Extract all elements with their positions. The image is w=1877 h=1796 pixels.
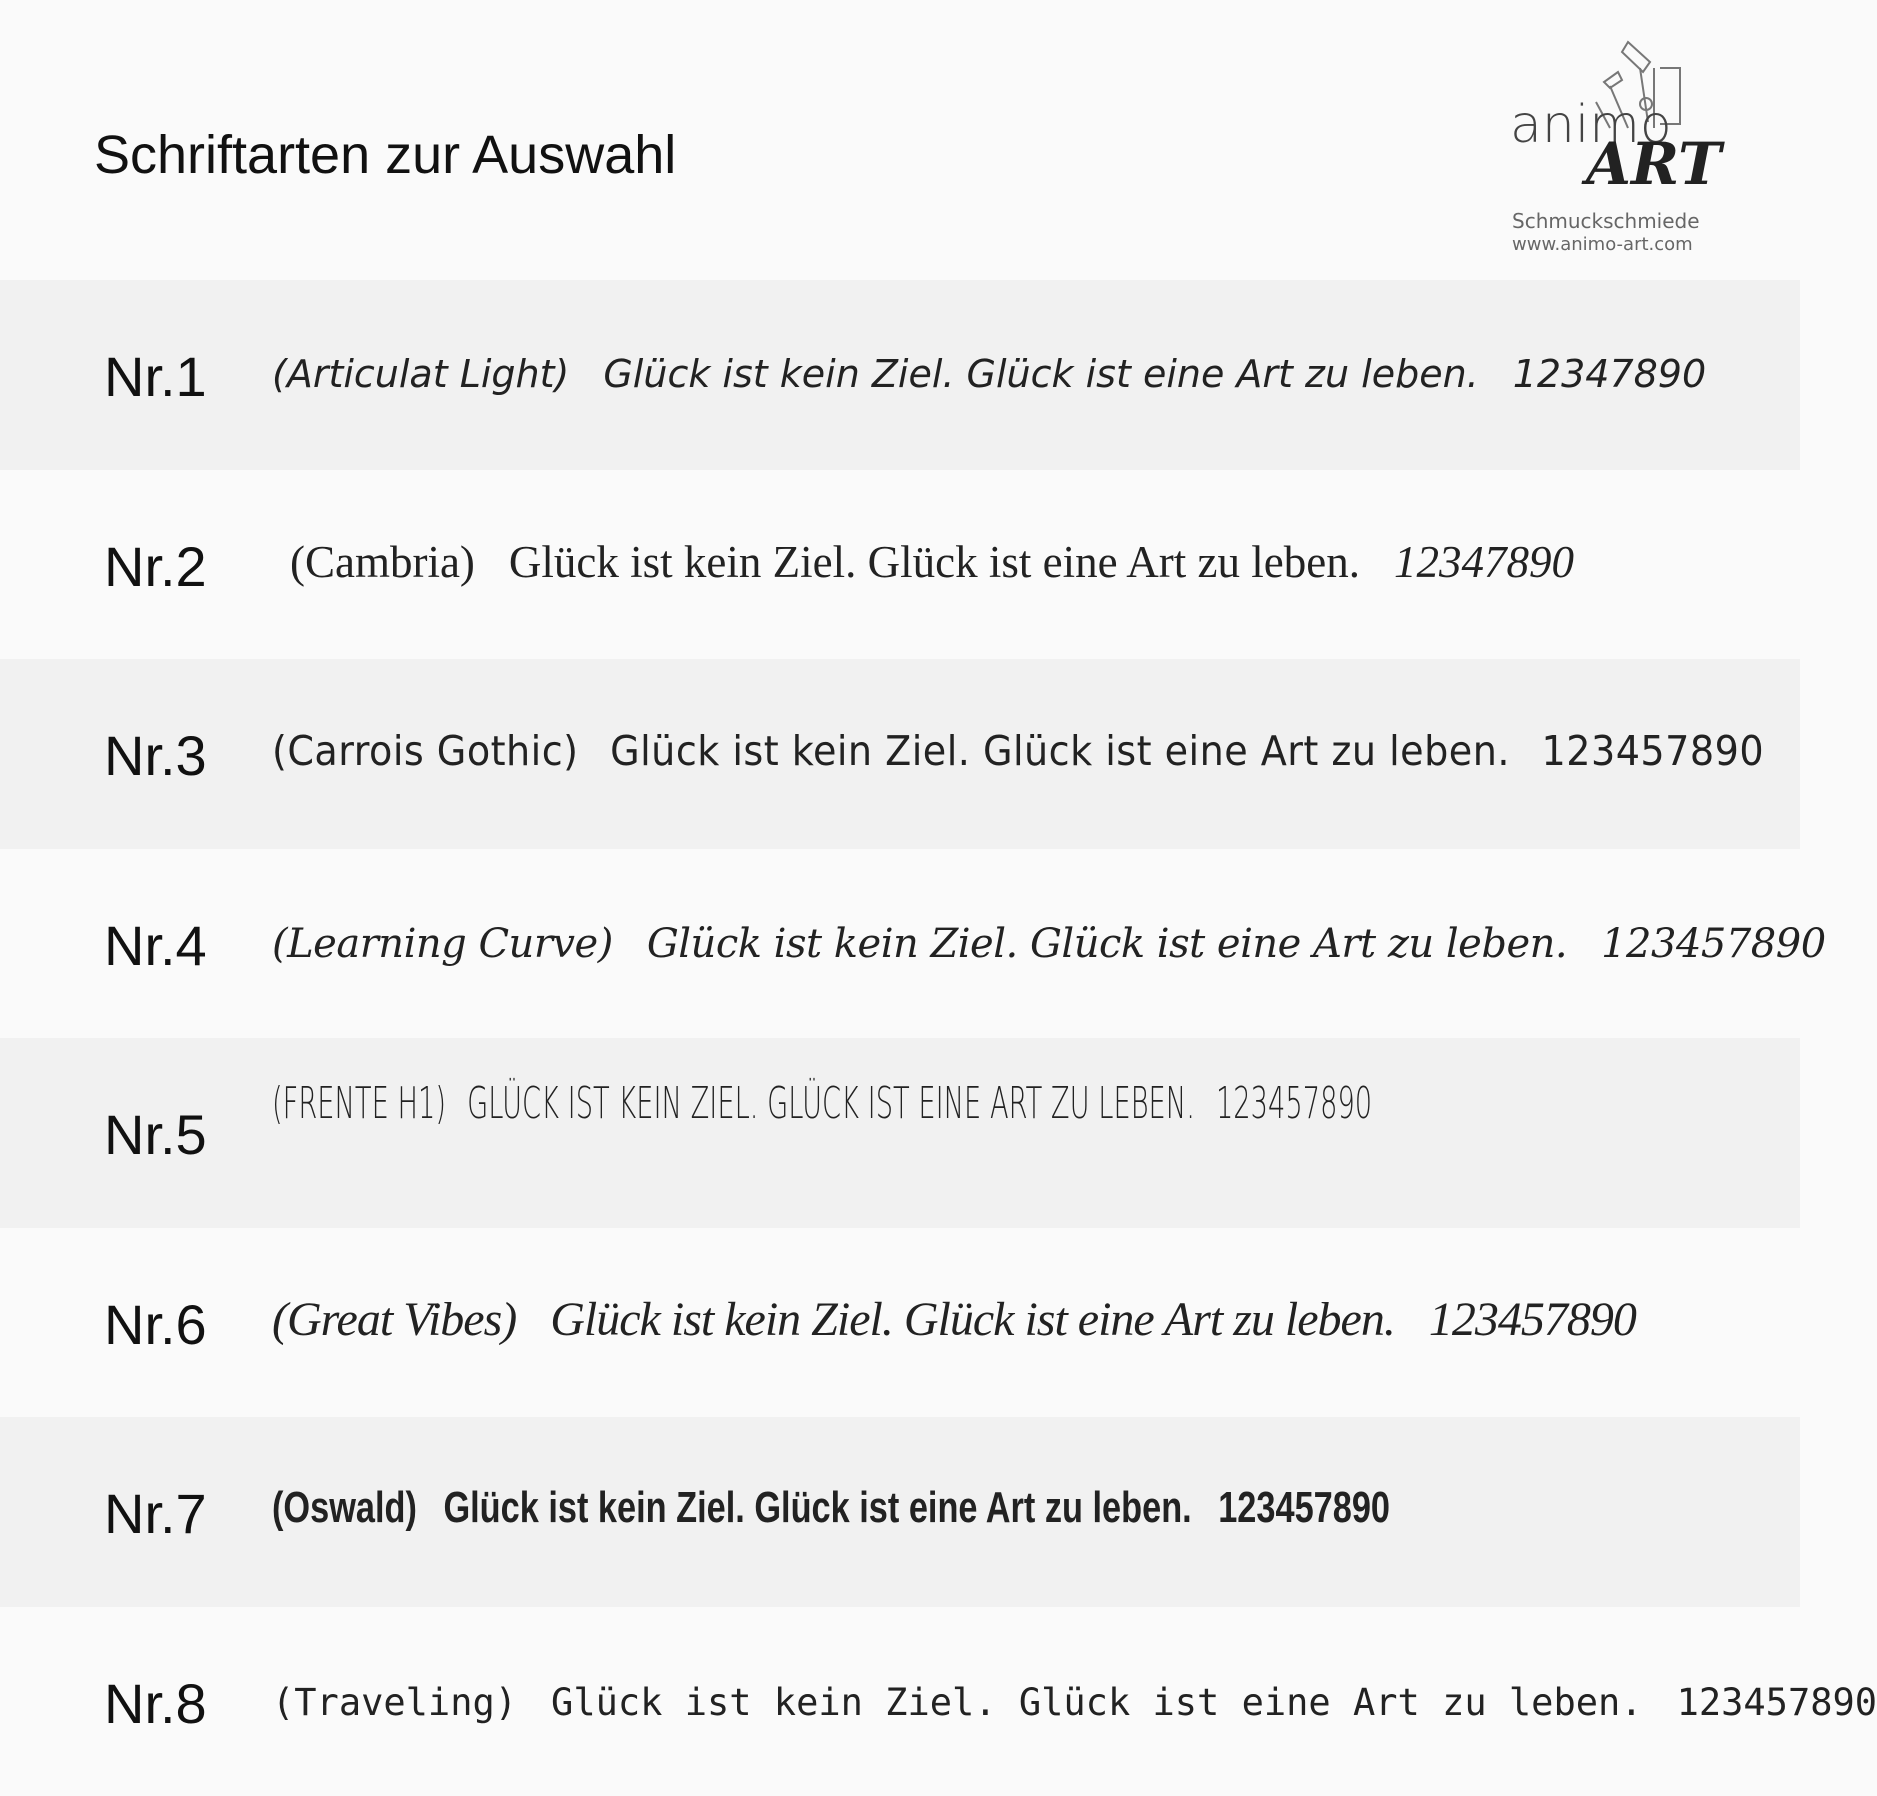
font-sample-text: Glück ist kein Ziel. Glück ist eine Art zu leben. bbox=[508, 536, 1360, 587]
font-digits: 12347890 bbox=[1512, 352, 1707, 396]
logo-tagline: Schmuckschmiede bbox=[1512, 209, 1700, 233]
font-number: Nr.4 bbox=[104, 913, 207, 977]
font-digits: 123457890 bbox=[1601, 920, 1826, 967]
logo-wordmark-bottom: ART bbox=[1586, 130, 1722, 198]
font-number: Nr.1 bbox=[104, 345, 207, 408]
font-sample bbox=[290, 536, 1574, 588]
font-digits: 123457890 bbox=[1541, 727, 1765, 775]
font-sample-text: Glück ist kein Ziel. Glück ist eine Art zu leben. bbox=[443, 1483, 1192, 1532]
font-sample-text: Glück ist kein Ziel. Glück ist eine Art zu leben. bbox=[551, 1680, 1643, 1724]
font-sample bbox=[272, 1483, 1390, 1533]
font-row bbox=[0, 849, 1826, 1039]
font-sample bbox=[272, 352, 1706, 396]
font-digits: 12347890 bbox=[1393, 536, 1574, 587]
font-sample bbox=[272, 1078, 1372, 1129]
font-sample bbox=[272, 1681, 1877, 1724]
logo-url: www.animo-art.com bbox=[1512, 234, 1693, 255]
font-number: Nr.2 bbox=[104, 534, 207, 598]
header bbox=[0, 0, 1800, 280]
font-name: (Oswald) bbox=[272, 1483, 417, 1532]
font-row bbox=[0, 1038, 1800, 1228]
font-digits: 123457890 bbox=[1676, 1680, 1877, 1724]
font-sample-text: Glück ist kein Ziel. Glück ist eine Art zu leben. bbox=[550, 1292, 1395, 1346]
font-digits: 123457890 bbox=[1428, 1292, 1636, 1346]
font-row bbox=[0, 470, 1800, 660]
font-number: Nr.8 bbox=[104, 1671, 207, 1735]
font-sample-text: Glück ist kein Ziel. Glück ist eine Art zu leben. bbox=[610, 727, 1510, 775]
font-number: Nr.7 bbox=[104, 1482, 207, 1545]
font-row bbox=[0, 1228, 1800, 1418]
font-row bbox=[0, 1607, 1877, 1796]
font-number: Nr.3 bbox=[104, 724, 207, 787]
logo-wordmark-top: animo bbox=[1510, 95, 1672, 155]
font-sample bbox=[272, 1292, 1636, 1347]
page-title: Schriftarten zur Auswahl bbox=[94, 125, 677, 185]
font-row bbox=[0, 659, 1800, 849]
font-name: (Great Vibes) bbox=[272, 1292, 517, 1346]
font-row bbox=[0, 1417, 1800, 1607]
font-name: (Cambria) bbox=[290, 536, 475, 587]
font-row bbox=[0, 280, 1800, 470]
font-sample bbox=[272, 727, 1764, 775]
font-number: Nr.6 bbox=[104, 1292, 207, 1356]
font-name: (Learning Curve) bbox=[272, 920, 613, 967]
font-name: (Traveling) bbox=[272, 1680, 518, 1724]
font-name: (Carrois Gothic) bbox=[272, 727, 579, 775]
font-name: (FRENTE H1) bbox=[272, 1078, 447, 1129]
font-sample bbox=[272, 921, 1826, 967]
font-list bbox=[0, 280, 1877, 1796]
font-number: Nr.5 bbox=[104, 1103, 207, 1166]
font-digits: 123457890 bbox=[1215, 1078, 1373, 1129]
font-sample-text: Glück ist kein Ziel. Glück ist eine Art zu leben. bbox=[646, 920, 1568, 967]
font-name: (Articulat Light) bbox=[272, 352, 570, 396]
font-digits: 123457890 bbox=[1218, 1483, 1391, 1532]
font-sample-text: Glück ist kein Ziel. Glück ist eine Art zu leben. bbox=[603, 352, 1479, 396]
animo-art-logo bbox=[1500, 32, 1720, 262]
font-sample-text: GLÜCK IST KEIN ZIEL. GLÜCK IST EINE ART ZU LEBEN. bbox=[467, 1078, 1195, 1129]
